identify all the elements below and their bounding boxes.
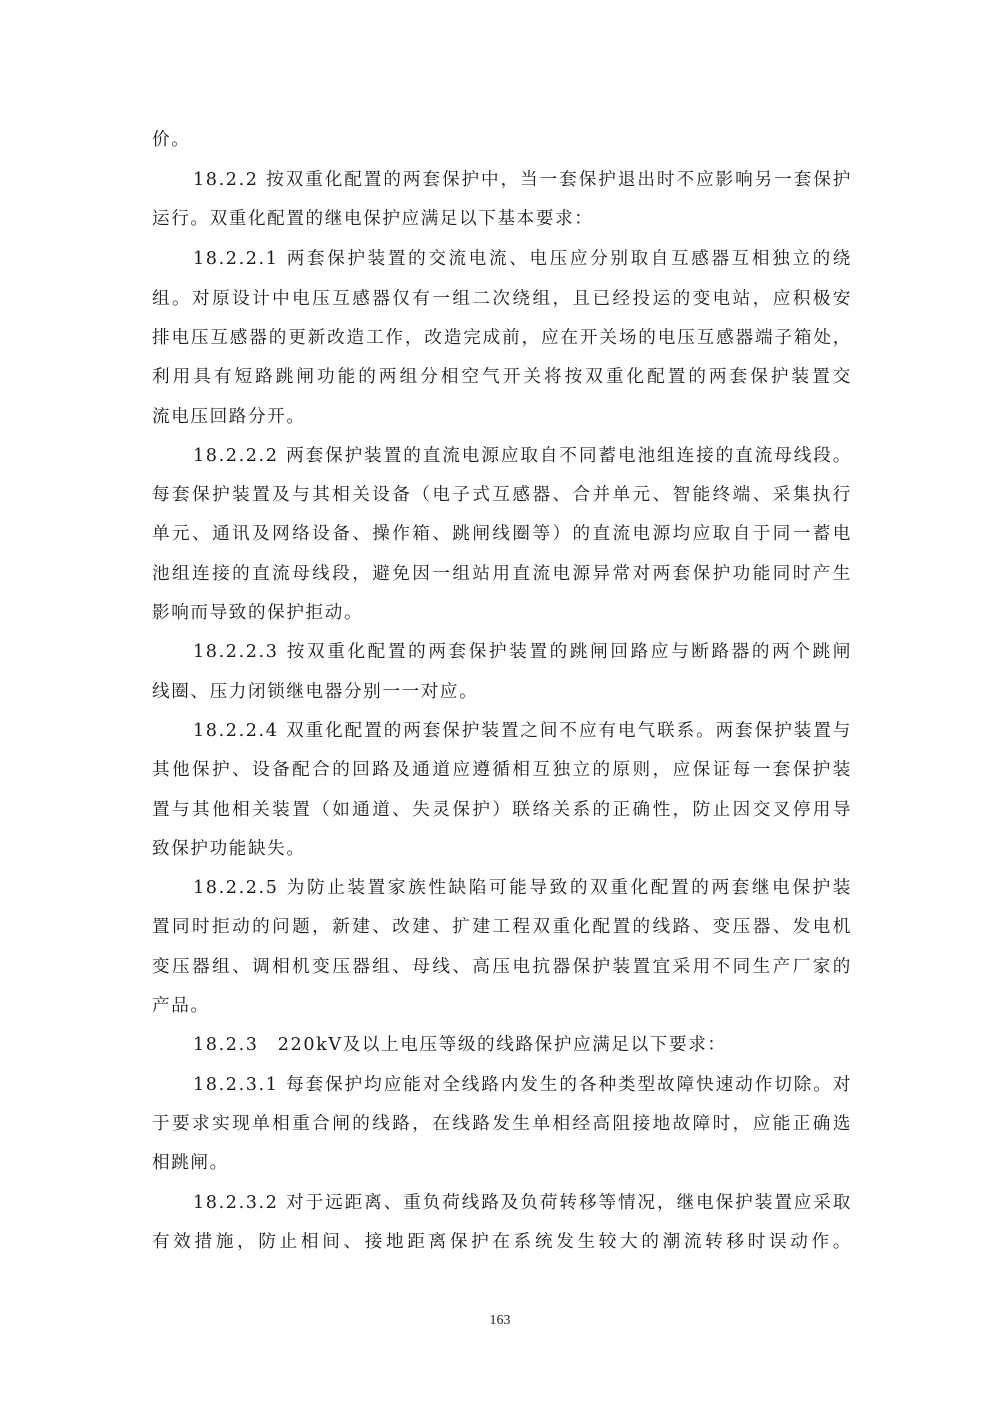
text-line: 运行。双重化配置的继电保护应满足以下基本要求：	[152, 209, 594, 229]
text-line: 组。对原设计中电压互感器仅有一组二次绕组，且已经投运的变电站，应积极安	[152, 289, 852, 309]
text-line: 变压器组、调相机变压器组、母线、高压电抗器保护装置宜采用不同生产厂家的	[152, 957, 852, 977]
text-line: 置与其他相关装置（如通道、失灵保护）联络关系的正确性，防止因交叉停用导	[152, 800, 852, 820]
text-line: 有效措施，防止相间、接地距离保护在系统发生较大的潮流转移时误动作。	[152, 1232, 852, 1252]
text-line: 池组连接的直流母线段，避免因一组站用直流电源异常对两套保护功能同时产生	[152, 564, 852, 584]
text-line: 影响而导致的保护拒动。	[152, 603, 364, 623]
text-line: 单元、通讯及网络设备、操作箱、跳闸线圈等）的直流电源均应取自于同一蓄电	[152, 524, 852, 544]
text-line: 产品。	[152, 996, 210, 1016]
text-line: 18.2.3.2 对于远距离、重负荷线路及负荷转移等情况，继电保护装置应采取	[193, 1193, 852, 1213]
text-line: 18.2.2.2 两套保护装置的直流电源应取自不同蓄电池组连接的直流母线段。	[193, 446, 852, 466]
text-line: 价。	[152, 130, 191, 150]
text-line: 利用具有短路跳闸功能的两组分相空气开关将按双重化配置的两套保护装置交	[152, 367, 852, 387]
text-line: 18.2.2.1 两套保护装置的交流电流、电压应分别取自互感器互相独立的绕	[193, 249, 852, 269]
text-line: 置同时拒动的问题，新建、改建、扩建工程双重化配置的线路、变压器、发电机	[152, 917, 852, 937]
page-number: 163	[489, 1313, 511, 1328]
text-line: 相跳闸。	[152, 1153, 229, 1173]
text-line: 致保护功能缺失。	[152, 839, 306, 859]
text-line: 排电压互感器的更新改造工作，改造完成前，应在开关场的电压互感器端子箱处，	[152, 328, 852, 348]
text-line: 18.2.2.5 为防止装置家族性缺陷可能导致的双重化配置的两套继电保护装	[193, 878, 852, 898]
text-line: 流电压回路分开。	[152, 407, 306, 427]
text-line: 于要求实现单相重合闸的线路，在线路发生单相经高阻接地故障时，应能正确选	[152, 1114, 852, 1134]
text-line: 18.2.3.1 每套保护均应能对全线路内发生的各种类型故障快速动作切除。对	[193, 1075, 852, 1095]
text-line: 其他保护、设备配合的回路及通道应遵循相互独立的原则，应保证每一套保护装	[152, 760, 852, 780]
text-line: 每套保护装置及与其相关设备（电子式互感器、合并单元、智能终端、采集执行	[152, 485, 852, 505]
text-line: 18.2.3 220kV及以上电压等级的线路保护应满足以下要求：	[193, 1035, 727, 1055]
text-line: 18.2.2 按双重化配置的两套保护中，当一套保护退出时不应影响另一套保护	[193, 170, 852, 190]
text-line: 18.2.2.4 双重化配置的两套保护装置之间不应有电气联系。两套保护装置与	[193, 721, 852, 741]
text-line: 18.2.2.3 按双重化配置的两套保护装置的跳闸回路应与断路器的两个跳闸	[193, 642, 852, 662]
text-line: 线圈、压力闭锁继电器分别一一对应。	[152, 682, 479, 702]
